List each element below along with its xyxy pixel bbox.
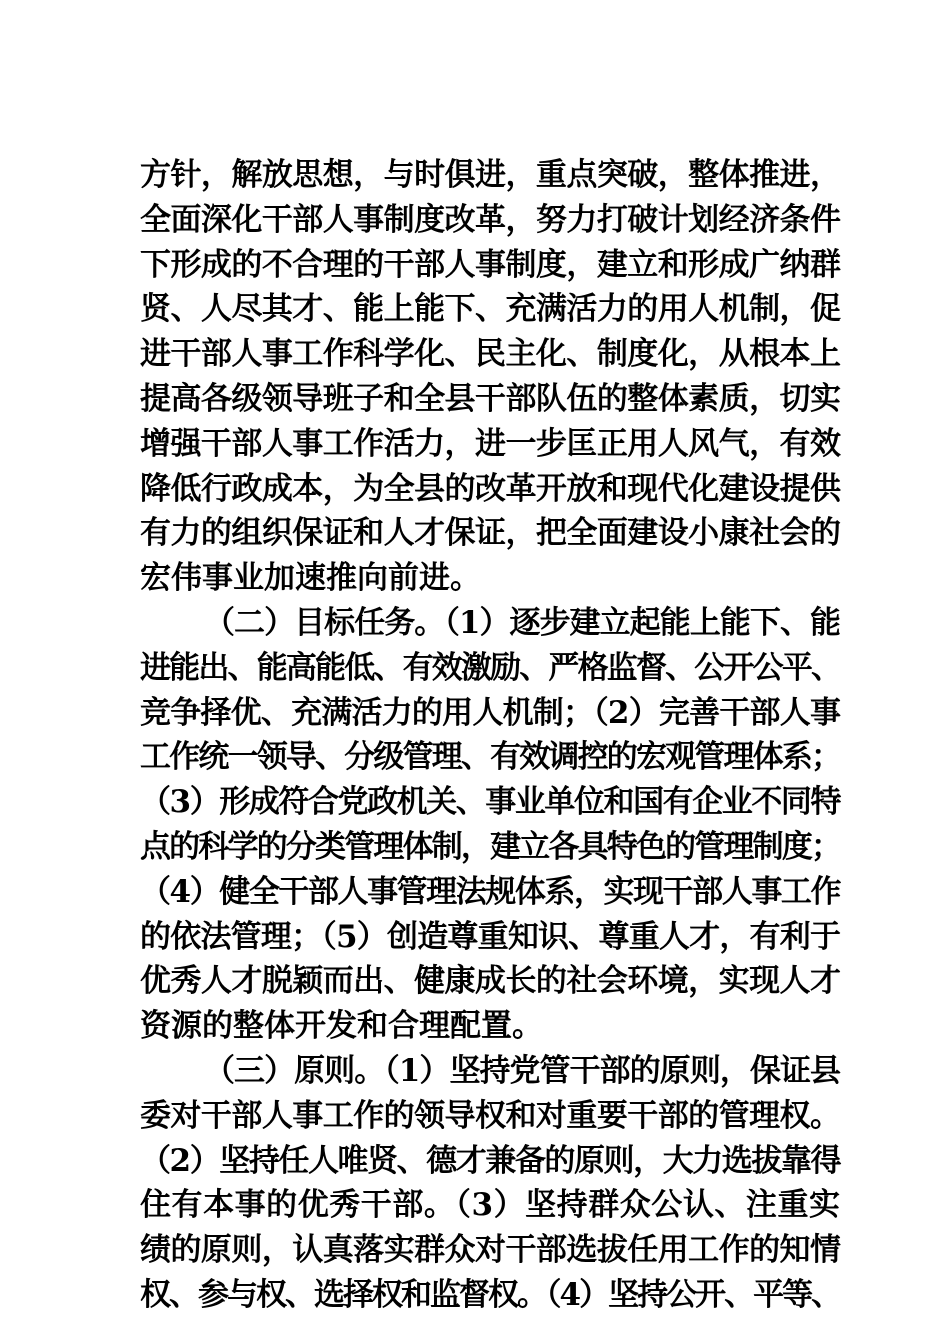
section-heading-line: （三）原则。（1）坚持党管干部的原则，保证县 <box>204 1052 840 1089</box>
section-heading-line: （二）目标任务。（1）逐步建立起能上能下、能 <box>204 604 840 641</box>
text-line: （2）坚持任人唯贤、德才兼备的原则，大力选拔靠得 <box>140 1142 840 1179</box>
text-line: 有力的组织保证和人才保证，把全面建设小康社会的 <box>140 515 840 552</box>
text-line: 资源的整体开发和合理配置。 <box>140 1008 543 1045</box>
text-line: 的依法管理；（5）创造尊重知识、尊重人才，有利于 <box>140 918 840 955</box>
text-line: 贤、人尽其才、能上能下、充满活力的用人机制，促 <box>140 291 840 328</box>
text-line: 委对干部人事工作的领导权和对重要干部的管理权。 <box>140 1097 840 1134</box>
text-line: 增强干部人事工作活力，进一步匡正用人风气，有效 <box>140 425 840 462</box>
text-line: 权、参与权、选择权和监督权。（4）坚持公开、平等、 <box>140 1276 841 1313</box>
text-line: 竞争择优、充满活力的用人机制；（2）完善干部人事 <box>140 694 840 731</box>
text-line: 降低行政成本，为全县的改革开放和现代化建设提供 <box>140 470 840 507</box>
text-line: （3）形成符合党政机关、事业单位和国有企业不同特 <box>140 784 840 821</box>
text-line: 点的科学的分类管理体制，建立各具特色的管理制度； <box>140 828 840 865</box>
text-line: 下形成的不合理的干部人事制度，建立和形成广纳群 <box>140 246 840 283</box>
text-line: 工作统一领导、分级管理、有效调控的宏观管理体系； <box>140 739 840 776</box>
text-line: 进能出、能高能低、有效激励、严格监督、公开公平、 <box>140 649 840 686</box>
text-line: 方针，解放思想，与时俱进，重点突破，整体推进， <box>140 157 840 193</box>
text-line: 全面深化干部人事制度改革，努力打破计划经济条件 <box>140 201 840 238</box>
text-line: （4）健全干部人事管理法规体系，实现干部人事工作 <box>140 873 840 910</box>
text-line: 宏伟事业加速推向前进。 <box>140 560 481 597</box>
text-line: 绩的原则，认真落实群众对干部选拔任用工作的知情 <box>140 1232 840 1269</box>
body-text <box>140 153 840 1318</box>
text-line: 优秀人才脱颖而出、健康成长的社会环境，实现人才 <box>140 963 840 1000</box>
text-line: 提高各级领导班子和全县干部队伍的整体素质，切实 <box>140 380 840 417</box>
text-line: 住有本事的优秀干部。（3）坚持群众公认、注重实 <box>140 1187 840 1224</box>
text-line: 进干部人事工作科学化、民主化、制度化，从根本上 <box>140 336 840 373</box>
